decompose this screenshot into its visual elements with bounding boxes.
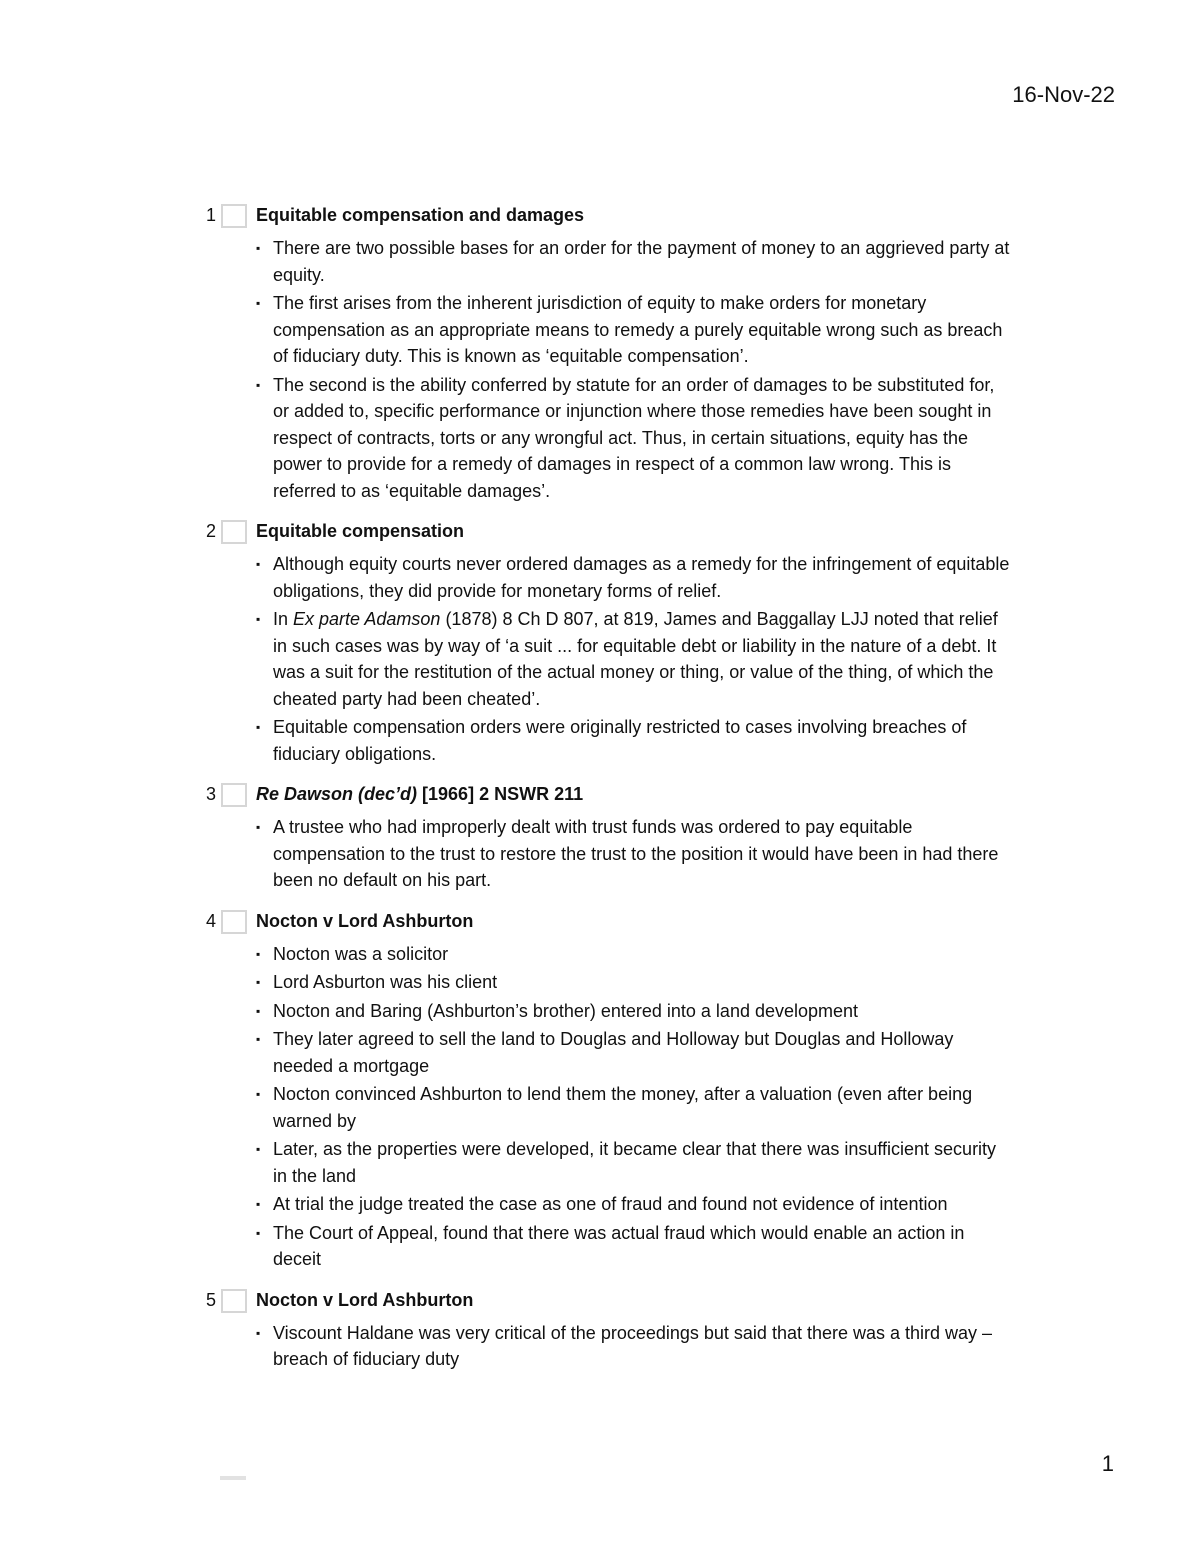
bullet-item: ▪ They later agreed to sell the land to Douglas and Holloway but Douglas and Holloway needed a mortgage bbox=[273, 1026, 1020, 1079]
bullet-item: ▪ The first arises from the inherent jurisdiction of equity to make orders for monetary compensation as an appropriate means to remedy a purely equitable wrong such as breach of fiduciary duty. This is known as ‘equitable compensation’. bbox=[273, 290, 1020, 370]
slide-number: 5 bbox=[206, 1289, 217, 1310]
slide-number: 2 bbox=[206, 521, 217, 541]
slide-3 bbox=[200, 782, 1020, 894]
slide-2 bbox=[200, 519, 1020, 767]
slide-number: 3 bbox=[206, 784, 217, 804]
slide-title: Equitable compensation and damages bbox=[256, 205, 585, 225]
notes-content bbox=[200, 203, 1020, 1388]
bullet-item: ▪ Although equity courts never ordered damages as a remedy for the infringement of equitable obligations, they did provide for monetary forms of relief. bbox=[273, 551, 1020, 604]
case-name: Ex parte Adamson bbox=[293, 609, 441, 629]
bullet-item: ▪ Nocton convinced Ashburton to lend them the money, after a valuation (even after being warned by bbox=[273, 1081, 1020, 1134]
slide-header bbox=[200, 203, 1020, 229]
bullet-item: ▪ Equitable compensation orders were originally restricted to cases involving breaches of fiduciary obligations. bbox=[273, 714, 1020, 767]
bullet-item-adamson bbox=[273, 606, 1020, 712]
bullet-item: ▪ Lord Asburton was his client bbox=[273, 969, 1020, 996]
case-name: Re Dawson (dec’d) bbox=[256, 784, 418, 804]
slide-header bbox=[200, 1288, 1020, 1314]
bullet-rest: (1878) 8 Ch D 807, at 819, James and Baggallay LJJ noted that relief in such cases was by way of ‘a suit ... for equitable debt or liability in the nature of a debt. It was a suit for the restitution of the actual money or thing, or value of the thing, of which the cheated party had been cheated’. bbox=[273, 609, 998, 709]
slide-title bbox=[256, 784, 583, 805]
slide-5 bbox=[200, 1288, 1020, 1373]
bullet-item: ▪ Viscount Haldane was very critical of the proceedings but said that there was a third way – breach of fiduciary duty bbox=[273, 1320, 1020, 1373]
bullet-item: ▪ A trustee who had improperly dealt with trust funds was ordered to pay equitable compensation to the trust to restore the trust to the position it would have been in had there been no default on his part. bbox=[273, 814, 1020, 894]
bullet-list bbox=[200, 941, 1020, 1273]
bullet-list bbox=[200, 1320, 1020, 1373]
slide-number: 1 bbox=[206, 205, 217, 225]
bullet-prefix: In bbox=[273, 609, 294, 629]
slide-thumbnail[interactable] bbox=[221, 520, 247, 544]
slide-title: Equitable compensation bbox=[256, 521, 465, 541]
bullet-item: ▪ Nocton was a solicitor bbox=[273, 941, 1020, 968]
slide-1 bbox=[200, 203, 1020, 504]
slide-header bbox=[200, 909, 1020, 935]
bullet-item: ▪ Later, as the properties were developed, it became clear that there was insufficient security in the land bbox=[273, 1136, 1020, 1189]
slide-title: Nocton v Lord Ashburton bbox=[256, 1289, 474, 1310]
slide-thumbnail[interactable] bbox=[221, 1289, 247, 1313]
next-slide-thumbnail-edge bbox=[220, 1476, 246, 1480]
slide-thumbnail[interactable] bbox=[221, 910, 247, 934]
bullet-item: ▪ The Court of Appeal, found that there was actual fraud which would enable an action in deceit bbox=[273, 1220, 1020, 1273]
bullet-item: ▪ At trial the judge treated the case as one of fraud and found not evidence of intention bbox=[273, 1191, 1020, 1218]
slide-title: Nocton v Lord Ashburton bbox=[256, 910, 474, 931]
slide-thumbnail[interactable] bbox=[221, 204, 247, 228]
bullet-item: ▪ There are two possible bases for an order for the payment of money to an aggrieved party at equity. bbox=[273, 235, 1020, 288]
citation: [1966] 2 NSWR 211 bbox=[417, 784, 584, 804]
bullet-list bbox=[200, 551, 1020, 767]
slide-thumbnail[interactable] bbox=[221, 783, 247, 807]
slide-4 bbox=[200, 909, 1020, 1273]
bullet-item: ▪ Nocton and Baring (Ashburton’s brother) entered into a land development bbox=[273, 998, 1020, 1025]
page-number: 1 bbox=[1101, 1451, 1114, 1476]
header-date: 16-Nov-22 bbox=[1012, 82, 1115, 107]
slide-header bbox=[200, 519, 1020, 545]
bullet-list bbox=[200, 814, 1020, 894]
slide-number: 4 bbox=[206, 910, 217, 931]
slide-header bbox=[200, 782, 1020, 808]
bullet-list bbox=[200, 235, 1020, 504]
bullet-item: ▪ The second is the ability conferred by statute for an order of damages to be substituted for, or added to, specific performance or injunction where those remedies have been sought in respect of contracts, torts or any wrongful act. Thus, in certain situations, equity has the power to provide for a remedy of damages in respect of a common law wrong. This is referred to as ‘equitable damages’. bbox=[273, 372, 1020, 505]
